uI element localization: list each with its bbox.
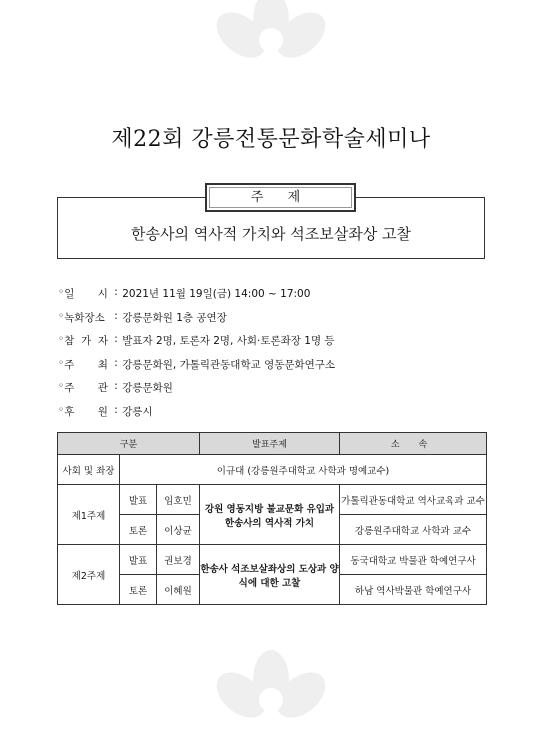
person: 임호민 — [157, 485, 200, 515]
topic-label-text: 주 제 — [250, 190, 311, 205]
moderator-label: 사회 및 좌장 — [58, 455, 120, 485]
affiliation: 하남 역사박물관 학예연구사 — [340, 575, 487, 605]
info-value: 강릉문화원, 가톨릭관동대학교 영동문화연구소 — [122, 358, 336, 371]
info-row-participants — [58, 333, 335, 357]
topic-label — [205, 183, 356, 212]
header-category: 구분 — [58, 433, 200, 455]
affiliation: 동국대학교 박물관 학예연구사 — [340, 545, 487, 575]
info-separator: : — [114, 380, 118, 392]
table-row-moderator — [58, 455, 487, 485]
info-label: 일 시 — [64, 288, 108, 300]
info-value: 강릉시 — [122, 405, 153, 418]
info-label: 주 최 — [64, 358, 108, 371]
person: 이혜원 — [157, 575, 200, 605]
role: 발표 — [120, 545, 157, 575]
schedule-table — [57, 432, 487, 605]
person: 권보경 — [157, 545, 200, 575]
info-label: 녹화장소 — [64, 311, 105, 324]
info-value: 강릉문화원 1층 공연장 — [122, 311, 227, 324]
info-value: 강릉문화원 — [122, 382, 173, 394]
bullet: ◦ — [58, 286, 65, 298]
info-label: 주 관 — [64, 382, 108, 394]
person: 이상균 — [157, 515, 200, 545]
role: 토론 — [120, 515, 157, 545]
watermark-emblem-top — [196, 0, 346, 80]
info-row-date — [58, 286, 335, 310]
header-affiliation: 소 속 — [340, 433, 487, 455]
info-separator: : — [114, 403, 118, 416]
header-topic: 발표주제 — [200, 433, 340, 455]
info-row-sponsor — [58, 404, 335, 428]
moderator-value: 이규대 (강릉원주대학교 사학과 명예교수) — [120, 455, 487, 485]
table-header-row — [58, 433, 487, 455]
role: 토론 — [120, 575, 157, 605]
info-value: 발표자 2명, 토론자 2명, 사회·토론좌장 1명 등 — [122, 335, 335, 347]
bullet: ◦ — [58, 356, 65, 369]
topic-text: 한송사의 역사적 가치와 석조보살좌상 고찰 — [131, 225, 411, 243]
event-info — [58, 286, 335, 427]
topic-label-inner-border — [209, 187, 352, 208]
info-separator: : — [114, 309, 118, 322]
session-name: 제1주제 — [58, 485, 120, 545]
info-separator: : — [114, 333, 118, 345]
table-row — [58, 485, 487, 515]
bullet: ◦ — [58, 380, 65, 392]
info-row-venue — [58, 310, 335, 334]
role: 발표 — [120, 485, 157, 515]
info-row-organizer — [58, 380, 335, 404]
info-label: 참 가 자 — [64, 335, 108, 347]
bullet: ◦ — [58, 333, 65, 345]
bullet: ◦ — [58, 403, 65, 416]
info-separator: : — [114, 356, 118, 369]
info-value: 2021년 11월 19일(금) 14:00 ~ 17:00 — [122, 288, 311, 300]
session-topic: 한송사 석조보살좌상의 도상과 양식에 대한 고찰 — [200, 545, 340, 605]
session-name: 제2주제 — [58, 545, 120, 605]
affiliation: 강릉원주대학교 사학과 교수 — [340, 515, 487, 545]
watermark-emblem-bottom — [196, 640, 346, 750]
affiliation: 가톨릭관동대학교 역사교육과 교수 — [340, 485, 487, 515]
table-row — [58, 545, 487, 575]
session-topic: 강원 영동지방 불교문화 유입과 한송사의 역사적 가치 — [200, 485, 340, 545]
info-row-host — [58, 357, 335, 381]
page-title: 제22회 강릉전통문화학술세미나 — [111, 127, 431, 152]
bullet: ◦ — [58, 309, 65, 322]
info-label: 후 원 — [64, 405, 108, 418]
info-separator: : — [114, 286, 118, 298]
